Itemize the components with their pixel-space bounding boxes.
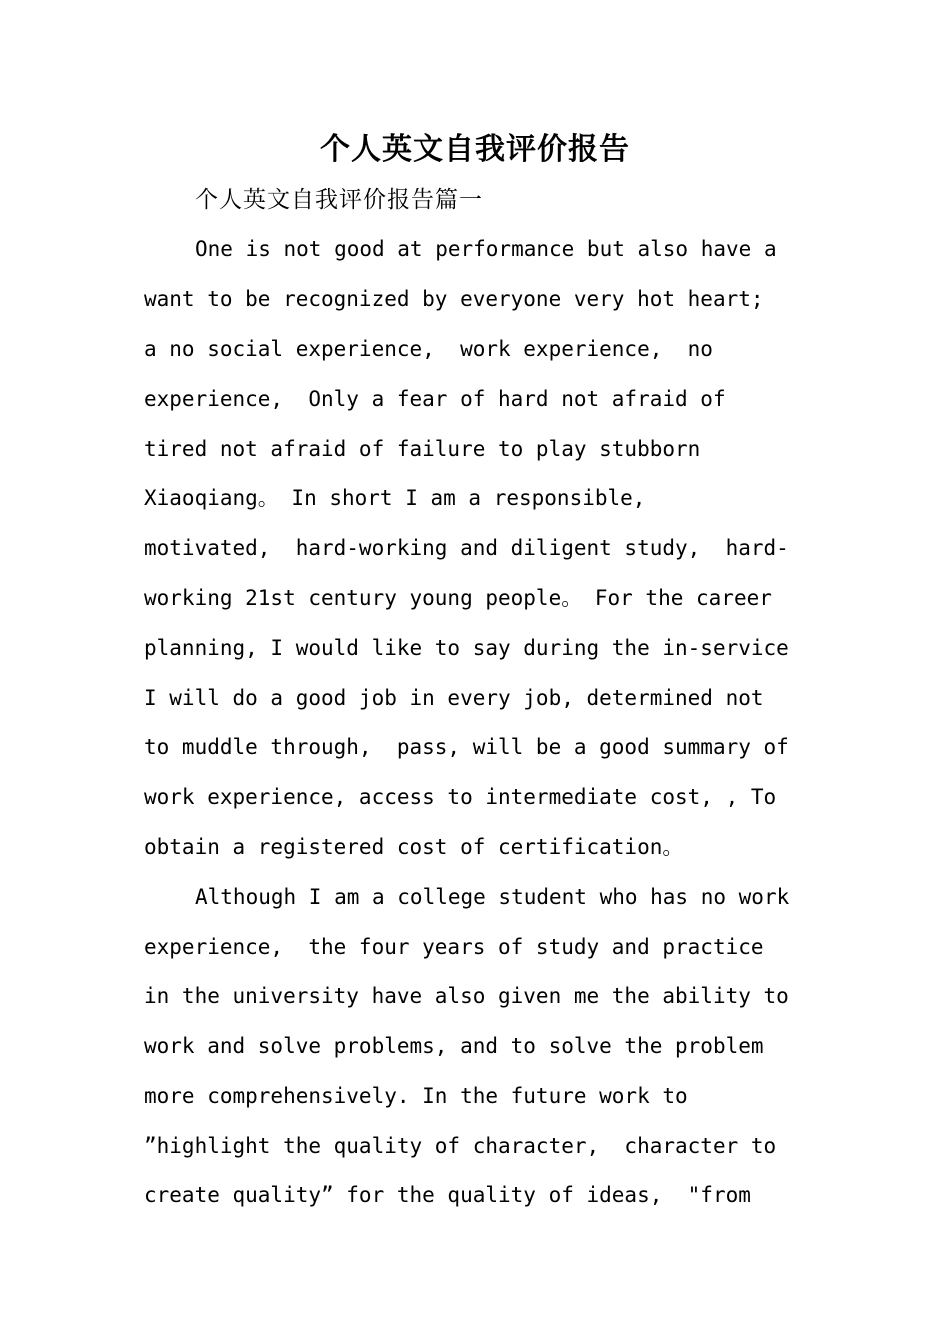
paragraph-1-line-10: I will do a good job in every job, determined not bbox=[144, 686, 764, 710]
paragraph-2-line-1: Although I am a college student who has no work bbox=[195, 885, 790, 909]
paragraph-1-line-12: work experience, access to intermediate cost, , To bbox=[144, 785, 777, 809]
paragraph-2-line-2: experience, the four years of study and practice bbox=[144, 935, 764, 959]
paragraph-2-line-7: create quality” for the quality of ideas, "from bbox=[144, 1183, 751, 1207]
paragraph-1-line-5: tired not afraid of failure to play stubborn bbox=[144, 437, 701, 461]
paragraph-1-line-13: obtain a registered cost of certification。 bbox=[144, 835, 684, 859]
paragraph-1-line-6: Xiaoqiang。 In short I am a responsible, bbox=[144, 486, 646, 510]
paragraph-1-line-7: motivated, hard-working and diligent study, hard- bbox=[144, 536, 789, 560]
paragraph-1-line-4: experience, Only a fear of hard not afraid of bbox=[144, 387, 726, 411]
paragraph-2-line-4: work and solve problems, and to solve the problem bbox=[144, 1034, 764, 1058]
paragraph-1-line-11: to muddle through, pass, will be a good summary of bbox=[144, 735, 789, 759]
paragraph-1-line-3: a no social experience, work experience, no bbox=[144, 337, 713, 361]
paragraph-1-line-8: working 21st century young people。 For the career bbox=[144, 586, 772, 610]
paragraph-1-line-9: planning, I would like to say during the in-service bbox=[144, 636, 789, 660]
paragraph-1-line-2: want to be recognized by everyone very hot heart; bbox=[144, 287, 764, 311]
paragraph-2-line-3: in the university have also given me the ability to bbox=[144, 984, 789, 1008]
paragraph-1-line-1: One is not good at performance but also have a bbox=[195, 237, 777, 261]
paragraph-2-line-5: more comprehensively. In the future work to bbox=[144, 1084, 688, 1108]
paragraph-2-line-6: ”highlight the quality of character, character to bbox=[144, 1134, 777, 1158]
section-heading: 个人英文自我评价报告篇一 bbox=[195, 187, 483, 213]
document-title: 个人英文自我评价报告 bbox=[320, 132, 630, 167]
